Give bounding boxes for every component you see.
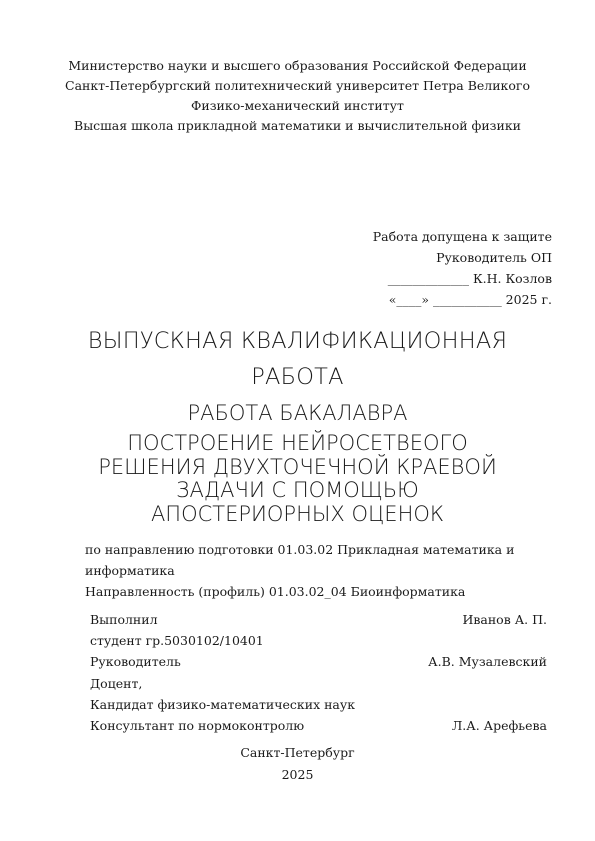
supervisor-name: А.В. Музалевский	[428, 654, 547, 669]
student-group: студент гр.5030102/10401	[90, 633, 264, 648]
supervisor-row	[90, 651, 547, 672]
consultant-name: Л.А. Арефьева	[451, 718, 547, 733]
degree-title: РАБОТА БАКАЛАВРА	[187, 401, 408, 425]
approval-block	[330, 226, 552, 310]
thesis-topic	[0, 432, 595, 526]
direction-profile: Направленность (профиль) 01.03.02_04 Биоинформатика	[85, 584, 466, 599]
footer	[0, 742, 595, 786]
footer-city: Санкт-Петербург	[240, 745, 355, 760]
topic-line1: ПОСТРОЕНИЕ НЕЙРОСЕТВЕОГО	[127, 431, 468, 455]
approval-date: «____» ___________ 2025 г.	[388, 292, 552, 307]
supervisor-degree-row	[90, 694, 547, 715]
document-type-line1: ВЫПУСКНАЯ КВАЛИФИКАЦИОННАЯ	[87, 328, 508, 354]
consultant-row	[90, 715, 547, 736]
institute-line: Физико-механический институт	[191, 98, 404, 113]
document-type-line2: РАБОТА	[251, 364, 344, 390]
student-name: Иванов А. П.	[462, 612, 547, 627]
supervisor-title-row	[90, 673, 547, 694]
institution-header	[0, 56, 595, 136]
university-line: Санкт-Петербургский политехнический университет Петра Великого	[65, 78, 530, 93]
performer-row	[90, 609, 547, 630]
student-group-row	[90, 630, 547, 651]
direction-line1: по направлению подготовки 01.03.02 Прикладная математика и	[85, 542, 515, 557]
consultant-label: Консультант по нормоконтролю	[90, 718, 305, 733]
topic-line2: РЕШЕНИЯ ДВУХТОЧЕЧНОЙ КРАЕВОЙ	[98, 454, 497, 479]
document-type	[0, 323, 595, 395]
school-line: Высшая школа прикладной математики и вычислительной физики	[74, 118, 521, 133]
topic-line4: АПОСТЕРИОРНЫХ ОЦЕНОК	[150, 501, 445, 526]
footer-year: 2025	[281, 767, 314, 782]
supervisor-label: Руководитель	[90, 654, 181, 669]
supervisor-title: Доцент,	[90, 676, 143, 691]
performer-label: Выполнил	[90, 612, 158, 627]
direction-line2: информатика	[85, 563, 175, 578]
topic-line3: ЗАДАЧИ С ПОМОЩЬЮ	[176, 478, 419, 502]
ministry-line: Министерство науки и высшего образования Российской Федерации	[68, 58, 527, 73]
approval-head-label: Руководитель ОП	[436, 250, 552, 265]
approval-signature: _____________ К.Н. Козлов	[387, 271, 552, 286]
approval-admitted: Работа допущена к защите	[372, 229, 552, 244]
supervisor-degree: Кандидат физико-математических наук	[90, 697, 356, 712]
study-direction	[85, 539, 555, 602]
